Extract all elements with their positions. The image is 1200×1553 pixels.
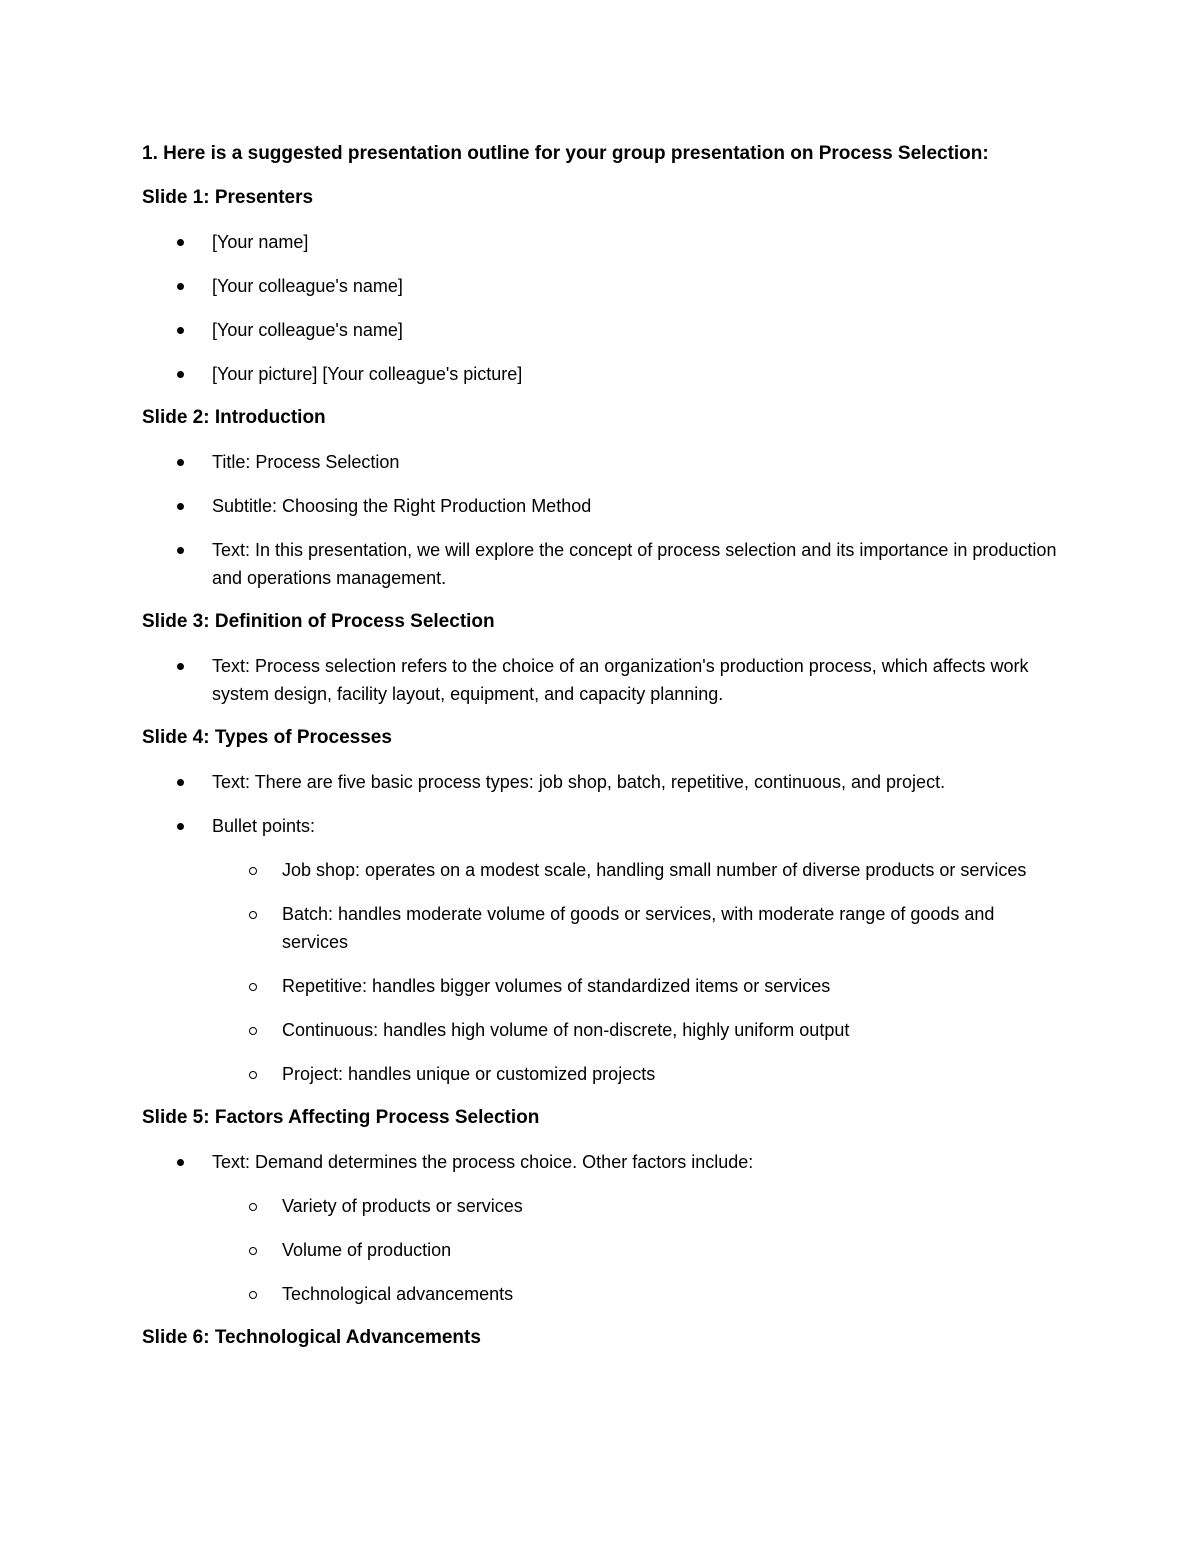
slide-heading: Slide 1: Presenters — [142, 187, 314, 208]
sub-list-item-text: Repetitive: handles bigger volumes of standardized items or services — [282, 976, 831, 996]
list-item-text: Title: Process Selection — [212, 452, 400, 472]
bullet-dot-icon — [177, 283, 184, 290]
list-item — [142, 812, 1062, 1088]
circle-bullet-icon — [249, 1071, 257, 1079]
circle-bullet-icon — [249, 1291, 257, 1299]
list-item-text: Text: Demand determines the process choice. Other factors include: — [212, 1152, 754, 1172]
sub-list-item — [142, 900, 1062, 956]
bullet-dot-icon — [177, 663, 184, 670]
sub-list-item — [142, 856, 1062, 884]
bullet-dot-icon — [177, 239, 184, 246]
sub-list-item — [142, 1016, 1062, 1044]
bullet-list — [142, 448, 1062, 592]
circle-bullet-icon — [249, 1203, 257, 1211]
sub-list-item — [142, 972, 1062, 1000]
slide-heading: Slide 3: Definition of Process Selection — [142, 611, 495, 632]
slide-heading: Slide 6: Technological Advancements — [142, 1327, 481, 1348]
bullet-dot-icon — [177, 779, 184, 786]
list-item-text: Text: In this presentation, we will explore the concept of process selection and its importance in production and operations management. — [212, 540, 1057, 588]
circle-bullet-icon — [249, 983, 257, 991]
list-item — [142, 228, 1062, 256]
bullet-dot-icon — [177, 459, 184, 466]
bullet-dot-icon — [177, 503, 184, 510]
sub-list-item-text: Technological advancements — [282, 1284, 514, 1304]
list-item — [142, 272, 1062, 300]
bullet-list — [142, 1148, 1062, 1308]
intro-line: 1. Here is a suggested presentation outline for your group presentation on Process Selection: — [142, 143, 989, 164]
list-item-text: [Your colleague's name] — [212, 276, 403, 296]
list-item — [142, 316, 1062, 344]
circle-bullet-icon — [249, 1247, 257, 1255]
sub-list-item — [142, 1192, 1062, 1220]
list-item-text: [Your colleague's name] — [212, 320, 403, 340]
bullet-list — [142, 652, 1062, 708]
list-item-text: Subtitle: Choosing the Right Production Method — [212, 496, 592, 516]
list-item — [142, 652, 1062, 708]
list-item — [142, 448, 1062, 476]
sub-list-item — [142, 1280, 1062, 1308]
sub-list-item-text: Batch: handles moderate volume of goods or services, with moderate range of goods and services — [282, 904, 995, 952]
sub-bullet-list — [142, 856, 1062, 1088]
circle-bullet-icon — [249, 1027, 257, 1035]
list-item-text: [Your picture] [Your colleague's picture] — [212, 364, 523, 384]
bullet-list — [142, 768, 1062, 1088]
slide-heading: Slide 2: Introduction — [142, 407, 326, 428]
circle-bullet-icon — [249, 867, 257, 875]
sub-list-item-text: Variety of products or services — [282, 1196, 523, 1216]
list-item-text: Bullet points: — [212, 816, 316, 836]
list-item — [142, 1148, 1062, 1308]
sub-list-item-text: Continuous: handles high volume of non-discrete, highly uniform output — [282, 1020, 850, 1040]
list-item-text: [Your name] — [212, 232, 309, 252]
document-body — [142, 140, 1062, 1368]
slide-heading: Slide 5: Factors Affecting Process Selection — [142, 1107, 540, 1128]
list-item-text: Text: There are five basic process types: job shop, batch, repetitive, continuous, and project. — [212, 772, 946, 792]
list-item — [142, 768, 1062, 796]
bullet-dot-icon — [177, 1159, 184, 1166]
bullet-dot-icon — [177, 547, 184, 554]
list-item-text: Text: Process selection refers to the choice of an organization's production process, which affects work system design, facility layout, equipment, and capacity planning. — [212, 656, 1029, 704]
list-item — [142, 360, 1062, 388]
list-item — [142, 536, 1062, 592]
sub-list-item — [142, 1236, 1062, 1264]
bullet-dot-icon — [177, 823, 184, 830]
sub-bullet-list — [142, 1192, 1062, 1308]
sub-list-item — [142, 1060, 1062, 1088]
bullet-dot-icon — [177, 371, 184, 378]
sub-list-item-text: Job shop: operates on a modest scale, handling small number of diverse products or services — [282, 860, 1027, 880]
bullet-list — [142, 228, 1062, 388]
list-item — [142, 492, 1062, 520]
sub-list-item-text: Project: handles unique or customized projects — [282, 1064, 656, 1084]
bullet-dot-icon — [177, 327, 184, 334]
slide-heading: Slide 4: Types of Processes — [142, 727, 392, 748]
circle-bullet-icon — [249, 911, 257, 919]
sub-list-item-text: Volume of production — [282, 1240, 452, 1260]
